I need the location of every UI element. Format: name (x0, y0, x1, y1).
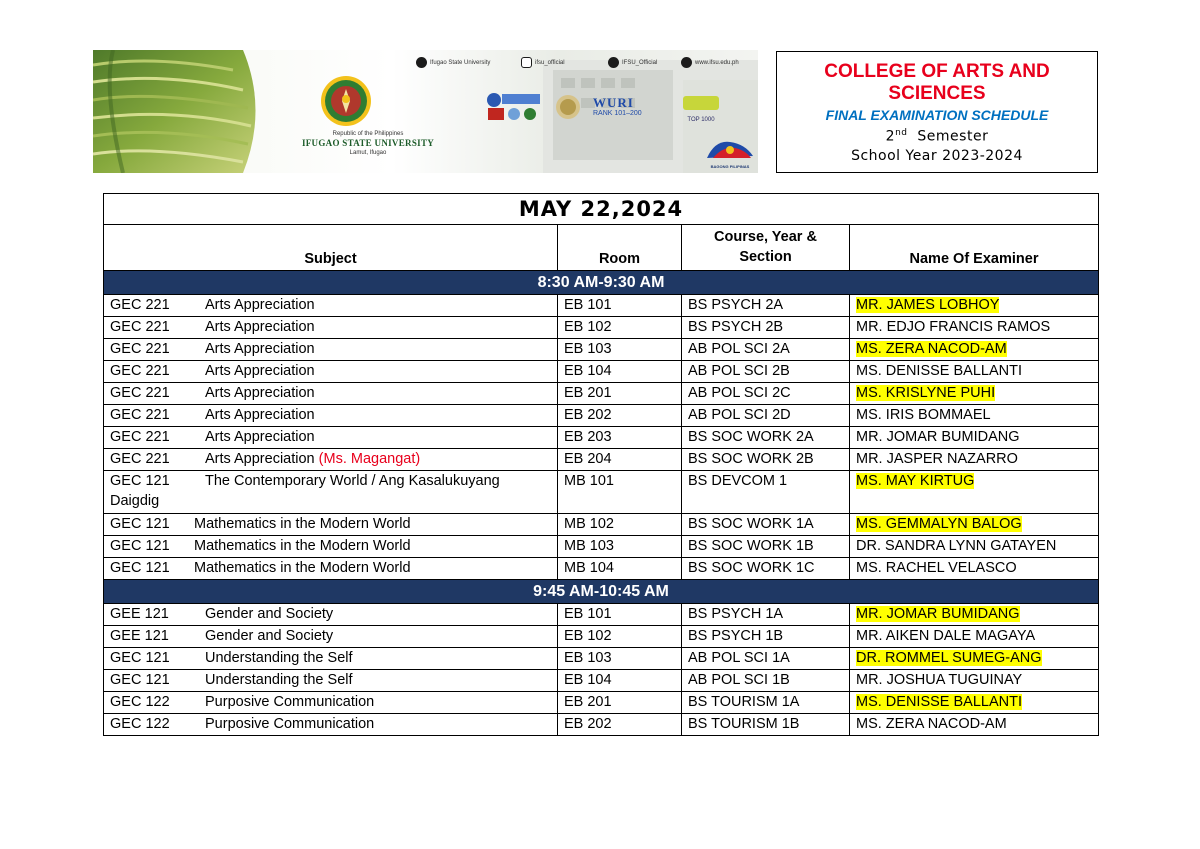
table-row (104, 383, 1099, 405)
examiner-cell (850, 405, 1099, 427)
semester-label (777, 124, 1097, 147)
subject-title: Arts Appreciation (205, 429, 315, 445)
time-slot-row (104, 580, 1099, 604)
subject-cell (104, 558, 558, 580)
subject-title: Arts Appreciation (205, 297, 315, 313)
examiner-name: MR. JOMAR BUMIDANG (856, 606, 1020, 622)
bagong-pilipinas-label: BAGONG PILIPINAS (710, 164, 750, 169)
subject-title: Arts Appreciation (205, 385, 315, 401)
room-cell: EB 101 (558, 604, 682, 626)
subject-code: GEC 221 (110, 341, 170, 357)
subject-cell (104, 427, 558, 449)
time-slot-label: 8:30 AM-9:30 AM (104, 271, 1099, 295)
table-row (104, 295, 1099, 317)
table-row (104, 670, 1099, 692)
subject-title: Gender and Society (205, 628, 334, 644)
subject-title: Arts Appreciation (205, 363, 315, 379)
subject-title: Arts Appreciation (205, 341, 315, 357)
section-cell: BS SOC WORK 1C (682, 558, 850, 580)
subject-code: GEC 121 (110, 672, 170, 688)
room-cell: MB 102 (558, 514, 682, 536)
section-cell: AB POL SCI 1A (682, 648, 850, 670)
title-box (776, 51, 1098, 173)
instagram-icon (521, 57, 532, 68)
section-cell: AB POL SCI 2D (682, 405, 850, 427)
section-cell: BS TOURISM 1B (682, 714, 850, 736)
room-cell: EB 204 (558, 449, 682, 471)
section-cell: AB POL SCI 2A (682, 339, 850, 361)
examiner-cell (850, 536, 1099, 558)
college-name: COLLEGE OF ARTS AND SCIENCES (824, 61, 1050, 104)
examiner-cell (850, 558, 1099, 580)
subject-cell (104, 648, 558, 670)
room-cell: EB 103 (558, 339, 682, 361)
room-column-header: Room (558, 225, 682, 271)
room-cell: EB 202 (558, 714, 682, 736)
globe-icon (681, 57, 692, 68)
room-cell: EB 104 (558, 361, 682, 383)
section-cell: BS SOC WORK 1B (682, 536, 850, 558)
subject-code: GEE 121 (110, 606, 169, 622)
subject-column-header: Subject (104, 225, 558, 271)
subject-title: Understanding the Self (205, 672, 353, 688)
subject-cell (104, 449, 558, 471)
section-cell: BS PSYCH 1B (682, 626, 850, 648)
facebook-link[interactable]: Ifugao State University (416, 57, 490, 68)
room-cell: EB 102 (558, 626, 682, 648)
examiner-cell (850, 295, 1099, 317)
table-row (104, 427, 1099, 449)
wuri-ranking: WURI RANK 101–200 (593, 95, 642, 117)
subject-code: GEC 121 (110, 516, 170, 532)
iso-certified-badge-icon (486, 92, 542, 122)
subject-cell (104, 317, 558, 339)
examiner-cell (850, 714, 1099, 736)
subject-title: The Contemporary World / Ang Kasalukuyang Daigdig (110, 473, 500, 509)
subject-code: GEC 221 (110, 407, 170, 423)
subject-cell (104, 604, 558, 626)
examiner-cell (850, 317, 1099, 339)
subject-code: GEC 221 (110, 297, 170, 313)
table-row (104, 339, 1099, 361)
examiner-name: MS. KRISLYNE PUHI (856, 385, 996, 401)
subject-cell (104, 536, 558, 558)
table-row (104, 692, 1099, 714)
examiner-cell (850, 361, 1099, 383)
subject-title: Arts Appreciation (205, 407, 315, 423)
website-link[interactable]: www.ifsu.edu.ph (681, 57, 739, 68)
subject-cell (104, 714, 558, 736)
room-cell: EB 203 (558, 427, 682, 449)
exam-schedule-table (103, 193, 1099, 736)
subject-title: Understanding the Self (205, 650, 353, 666)
subject-cell (104, 339, 558, 361)
subject-code: GEE 121 (110, 628, 169, 644)
examiner-name: MR. AIKEN DALE MAGAYA (856, 628, 1036, 644)
instagram-link[interactable]: ifsu_official (521, 57, 565, 68)
table-row (104, 626, 1099, 648)
examiner-name: MS. ZERA NACOD-AM (856, 716, 1007, 732)
room-cell: EB 202 (558, 405, 682, 427)
column-header-row (104, 225, 1099, 271)
award-seal-icon (555, 94, 581, 120)
subject-cell (104, 626, 558, 648)
room-cell: EB 101 (558, 295, 682, 317)
room-cell: MB 101 (558, 471, 682, 514)
subject-title: Purposive Communication (205, 694, 375, 710)
bagong-pilipinas-logo-icon (705, 136, 755, 164)
twitter-link[interactable]: IFSU_Official (608, 57, 657, 68)
examiner-cell (850, 626, 1099, 648)
subject-cell (104, 383, 558, 405)
examiner-name: DR. ROMMEL SUMEG-ANG (856, 650, 1042, 666)
table-row (104, 648, 1099, 670)
university-location: Lamut, Ifugao (349, 150, 387, 156)
section-cell: BS PSYCH 2A (682, 295, 850, 317)
examiner-name: MS. DENISSE BALLANTI (856, 363, 1022, 379)
subject-cell (104, 471, 558, 514)
examiner-name: MS. MAY KIRTUG (856, 473, 975, 489)
examiner-name: MS. DENISSE BALLANTI (856, 694, 1022, 710)
examiner-cell (850, 471, 1099, 514)
subject-code: GEC 221 (110, 385, 170, 401)
room-cell: EB 102 (558, 317, 682, 339)
subject-code: GEC 221 (110, 363, 170, 379)
table-row (104, 558, 1099, 580)
university-name-block (293, 130, 443, 157)
time-slot-row (104, 271, 1099, 295)
subject-cell (104, 361, 558, 383)
subject-cell (104, 295, 558, 317)
examiner-name: MR. EDJO FRANCIS RAMOS (856, 319, 1051, 335)
examiner-cell (850, 670, 1099, 692)
examiner-column-header: Name Of Examiner (850, 225, 1099, 271)
examiner-name: MR. JOSHUA TUGUINAY (856, 672, 1023, 688)
subject-title: Gender and Society (205, 606, 334, 622)
exam-date: MAY 22,2024 (104, 194, 1099, 225)
subject-note: (Ms. Magangat) (318, 451, 421, 467)
table-row (104, 405, 1099, 427)
table-row (104, 514, 1099, 536)
subject-cell (104, 405, 558, 427)
table-row (104, 536, 1099, 558)
subject-code: GEC 121 (110, 650, 170, 666)
examiner-name: MR. JAMES LOBHOY (856, 297, 1000, 313)
subject-code: GEC 121 (110, 538, 170, 554)
examiner-name: MS. GEMMALYN BALOG (856, 516, 1022, 532)
subject-title: Arts Appreciation (205, 451, 315, 467)
examiner-cell (850, 383, 1099, 405)
section-cell: BS DEVCOM 1 (682, 471, 850, 514)
semester-suffix: nd (895, 128, 908, 138)
section-cell: AB POL SCI 2B (682, 361, 850, 383)
table-row (104, 317, 1099, 339)
course-column-header: Course, Year & Section (682, 225, 850, 271)
subject-code: GEC 221 (110, 429, 170, 445)
examiner-cell (850, 692, 1099, 714)
subject-title: Mathematics in the Modern World (194, 560, 411, 576)
university-name: IFUGAO STATE UNIVERSITY (301, 138, 435, 148)
room-cell: MB 103 (558, 536, 682, 558)
subject-code: GEC 122 (110, 694, 170, 710)
subject-title: Purposive Communication (205, 716, 375, 732)
examiner-name: DR. SANDRA LYNN GATAYEN (856, 538, 1057, 554)
examiner-cell (850, 514, 1099, 536)
subject-code: GEC 122 (110, 716, 170, 732)
examiner-name: MS. RACHEL VELASCO (856, 560, 1017, 576)
section-cell: BS PSYCH 2B (682, 317, 850, 339)
section-cell: AB POL SCI 2C (682, 383, 850, 405)
ranking-badge: TOP 1000 (683, 94, 719, 123)
table-row (104, 361, 1099, 383)
room-cell: EB 201 (558, 383, 682, 405)
examiner-cell (850, 427, 1099, 449)
examiner-name: MR. JASPER NAZARRO (856, 451, 1018, 467)
school-year: School Year 2023-2024 (851, 147, 1023, 164)
section-cell: BS PSYCH 1A (682, 604, 850, 626)
subject-cell (104, 514, 558, 536)
section-cell: BS SOC WORK 1A (682, 514, 850, 536)
section-cell: BS SOC WORK 2B (682, 449, 850, 471)
examiner-cell (850, 339, 1099, 361)
section-cell: AB POL SCI 1B (682, 670, 850, 692)
semester-number: 2 (885, 128, 896, 145)
semester-word: Semester (917, 128, 989, 145)
table-row (104, 604, 1099, 626)
examiner-name: MR. JOMAR BUMIDANG (856, 429, 1020, 445)
examiner-cell (850, 648, 1099, 670)
room-cell: MB 104 (558, 558, 682, 580)
section-cell: BS TOURISM 1A (682, 692, 850, 714)
examiner-name: MS. IRIS BOMMAEL (856, 407, 991, 423)
subject-code: GEC 221 (110, 451, 170, 467)
examiner-cell (850, 449, 1099, 471)
subject-cell (104, 670, 558, 692)
subject-code: GEC 221 (110, 319, 170, 335)
ranking-badge-icon (683, 94, 719, 112)
twitter-icon (608, 57, 619, 68)
time-slot-label: 9:45 AM-10:45 AM (104, 580, 1099, 604)
subject-code: GEC 121 (110, 473, 170, 489)
university-banner (93, 50, 758, 173)
examiner-name: MS. ZERA NACOD-AM (856, 341, 1007, 357)
table-row (104, 449, 1099, 471)
room-cell: EB 103 (558, 648, 682, 670)
subject-code: GEC 121 (110, 560, 170, 576)
university-seal-icon (320, 75, 372, 127)
table-row (104, 471, 1099, 514)
table-row (104, 714, 1099, 736)
facebook-icon (416, 57, 427, 68)
subject-title: Mathematics in the Modern World (194, 538, 411, 554)
section-cell: BS SOC WORK 2A (682, 427, 850, 449)
rice-terraces-image (93, 50, 273, 173)
subject-cell (104, 692, 558, 714)
examiner-cell (850, 604, 1099, 626)
subject-title: Mathematics in the Modern World (194, 516, 411, 532)
room-cell: EB 201 (558, 692, 682, 714)
room-cell: EB 104 (558, 670, 682, 692)
exam-schedule-title: FINAL EXAMINATION SCHEDULE (825, 107, 1049, 123)
republic-label: Republic of the Philippines (332, 131, 404, 137)
subject-title: Arts Appreciation (205, 319, 315, 335)
